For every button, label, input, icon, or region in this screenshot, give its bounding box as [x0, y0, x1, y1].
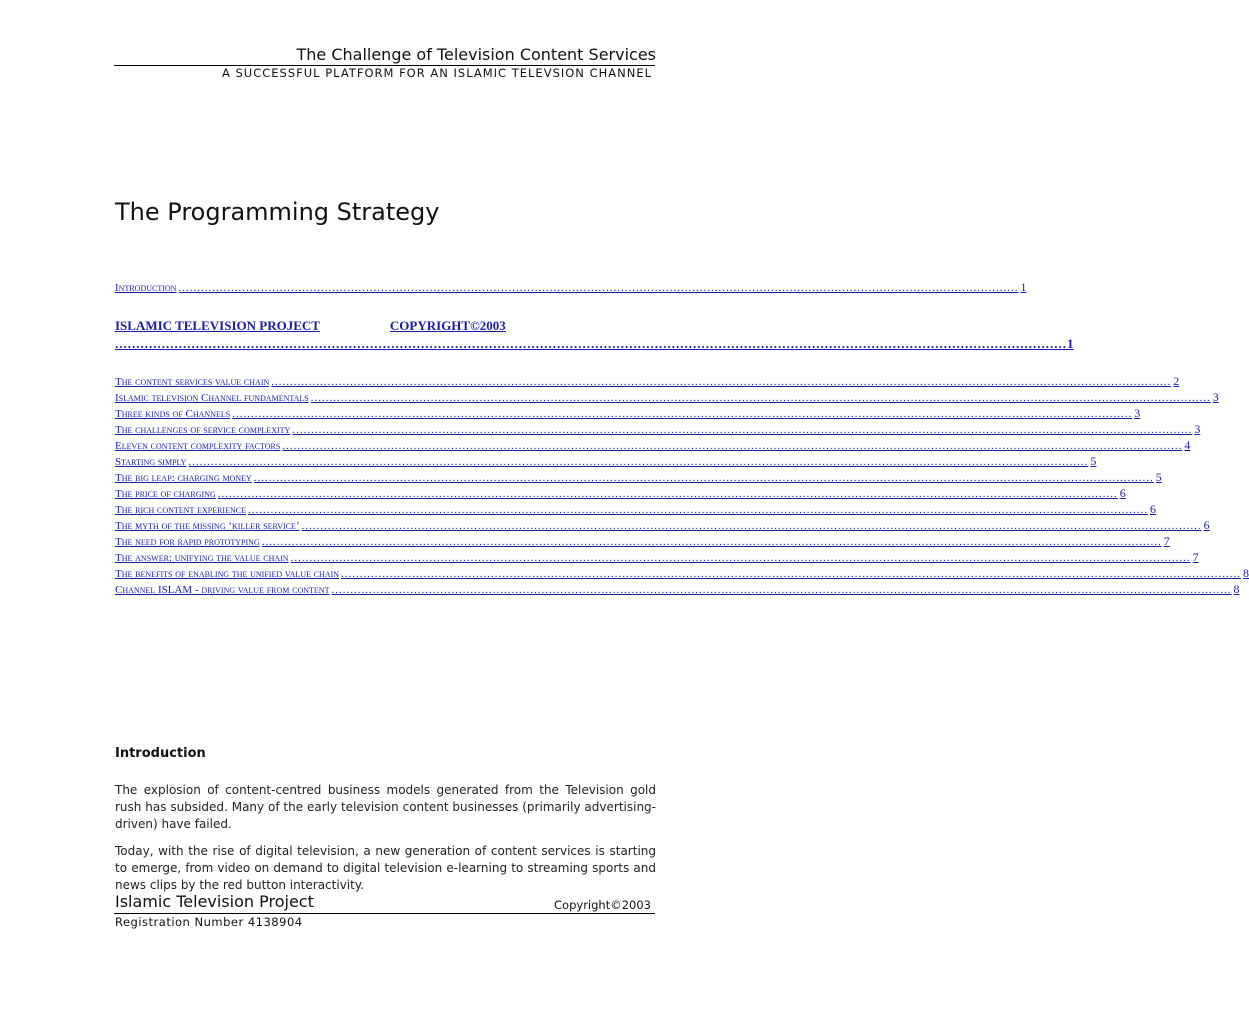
toc-leader-dots: ................................................................................................................................................................................................................................	[178, 282, 1019, 294]
toc-entry[interactable]	[115, 534, 1170, 550]
toc-entry[interactable]	[115, 390, 1219, 406]
section-heading: Introduction	[115, 746, 206, 761]
toc-entry[interactable]	[115, 518, 1210, 534]
toc-entry-label: The price of charging	[115, 488, 216, 500]
toc-entry-label: The myth of the missing ‘killer service’	[115, 520, 300, 532]
toc-entry-label: The answer: unifying the value chain	[115, 552, 289, 564]
toc-heading-right: COPYRIGHT©2003	[389, 318, 506, 333]
toc-entry-label: Starting simply	[115, 456, 187, 468]
footer-rule	[114, 913, 655, 914]
toc-entry-page: 5	[1155, 470, 1162, 484]
footer-registration: Registration Number 4138904	[115, 915, 303, 929]
toc-leader-dots: ................................................................................................................................................................................................................................................	[301, 520, 1202, 532]
toc-entry-label: The benefits of enabling the unified value chain	[115, 568, 340, 580]
toc-entry-label: The challenges of service complexity	[115, 424, 291, 436]
toc-leader-dots: ................................................................................................................................................................................................................................................	[232, 408, 1133, 420]
toc-leader-dots: ................................................................................................................................................................................................................................................	[247, 504, 1148, 516]
toc-leader-dots: ................................................................................................................................................................................................................................................	[331, 584, 1232, 596]
toc-leader-dots: ................................................................................................................................................................................................................................................	[217, 488, 1118, 500]
toc-entry-page: 3	[1194, 422, 1201, 436]
toc-entry-page: 2	[1173, 374, 1180, 388]
toc-entry-page: 1	[1020, 280, 1027, 294]
toc-entry-page: 6	[1119, 486, 1126, 500]
toc-entry-page: 7	[1163, 534, 1170, 548]
toc-entry-label: The need for rapid prototyping	[115, 536, 260, 548]
toc-leader-dots: ................................................................................................................................................................................................................................................	[188, 456, 1089, 468]
toc-leader-dots: ................................................................................................................................................................................................................................................	[341, 568, 1242, 580]
toc-entry-label: The big leap: charging money	[115, 472, 252, 484]
toc-leader-dots: ................................................................................................................................................................................................................................................	[253, 472, 1154, 484]
toc-heading-entry[interactable]	[115, 318, 1074, 352]
toc-entry[interactable]	[115, 470, 1162, 486]
toc-entry[interactable]	[115, 374, 1180, 390]
toc-entry[interactable]	[115, 438, 1191, 454]
header-title: The Challenge of Television Content Services	[296, 45, 656, 64]
toc-heading-left: ISLAMIC TELEVISION PROJECT	[115, 318, 320, 333]
toc-leader-dots: ................................................................................................................................................................................................................................................	[271, 376, 1172, 388]
footer-project: Islamic Television Project	[115, 892, 314, 911]
toc-intro-entry[interactable]	[115, 280, 1027, 296]
toc-entry-page: 6	[1203, 518, 1210, 532]
toc-heading-page: 1	[1067, 336, 1074, 351]
toc-entry[interactable]	[115, 502, 1156, 518]
toc-entry-label: Introduction	[115, 282, 177, 294]
toc-entry-label: Islamic television Channel fundamentals	[115, 392, 309, 404]
toc-entry[interactable]	[115, 422, 1201, 438]
toc-entry[interactable]	[115, 566, 1249, 582]
toc-entry[interactable]	[115, 582, 1240, 598]
toc-entry-page: 3	[1212, 390, 1219, 404]
toc-entry-page: 4	[1184, 438, 1191, 452]
toc-entry-page: 3	[1134, 406, 1141, 420]
toc-entry[interactable]	[115, 406, 1141, 422]
toc-leader-dots: ................................................................................................................................................................................................................................................	[310, 392, 1211, 404]
toc-entry-label: The content services value chain	[115, 376, 270, 388]
header-subtitle: A SUCCESSFUL PLATFORM FOR AN ISLAMIC TELEVSION CHANNEL	[221, 66, 652, 80]
toc-entry-label: The rich content experience	[115, 504, 246, 516]
paragraph-1: The explosion of content-centred business models generated from the Television gold rush has subsided. Many of the early television content businesses (primarily advertising-driven) have failed.	[115, 783, 656, 831]
toc-leader-dots: ................................................................................................................................................................................................................................................	[290, 552, 1191, 564]
paragraph-2: Today, with the rise of digital television, a new generation of content services is starting to emerge, from video on demand to digital television e-learning to streaming sports and news clips by the red button interactivity.	[115, 844, 656, 892]
toc-entry-page: 8	[1243, 566, 1249, 580]
toc-list	[115, 374, 1249, 598]
toc-entry[interactable]	[115, 454, 1097, 470]
toc-entry-page: 8	[1233, 582, 1240, 596]
toc-entry-page: 7	[1192, 550, 1199, 564]
toc-entry-label: Channel ISLAM - driving value from content	[115, 584, 330, 596]
document-title: The Programming Strategy	[115, 198, 440, 226]
toc-entry-label: Three kinds of Channels	[115, 408, 231, 420]
toc-leader-dots: ................................................................................................................................................................................................................................................	[261, 536, 1162, 548]
toc-leader-dots: ................................................................................................................................................................................................................................................	[282, 440, 1183, 452]
footer-copyright: Copyright©2003	[554, 898, 651, 912]
toc-entry[interactable]	[115, 550, 1199, 566]
toc-entry-label: Eleven content complexity factors	[115, 440, 281, 452]
toc-entry-page: 5	[1090, 454, 1097, 468]
toc-entry[interactable]	[115, 486, 1126, 502]
toc-entry-page: 6	[1149, 502, 1156, 516]
toc-leader-dots: ................................................................................................................................................................................................................................................	[292, 424, 1193, 436]
toc-leader-dots: ................................................................................................................................................................................................................................	[115, 336, 1067, 351]
